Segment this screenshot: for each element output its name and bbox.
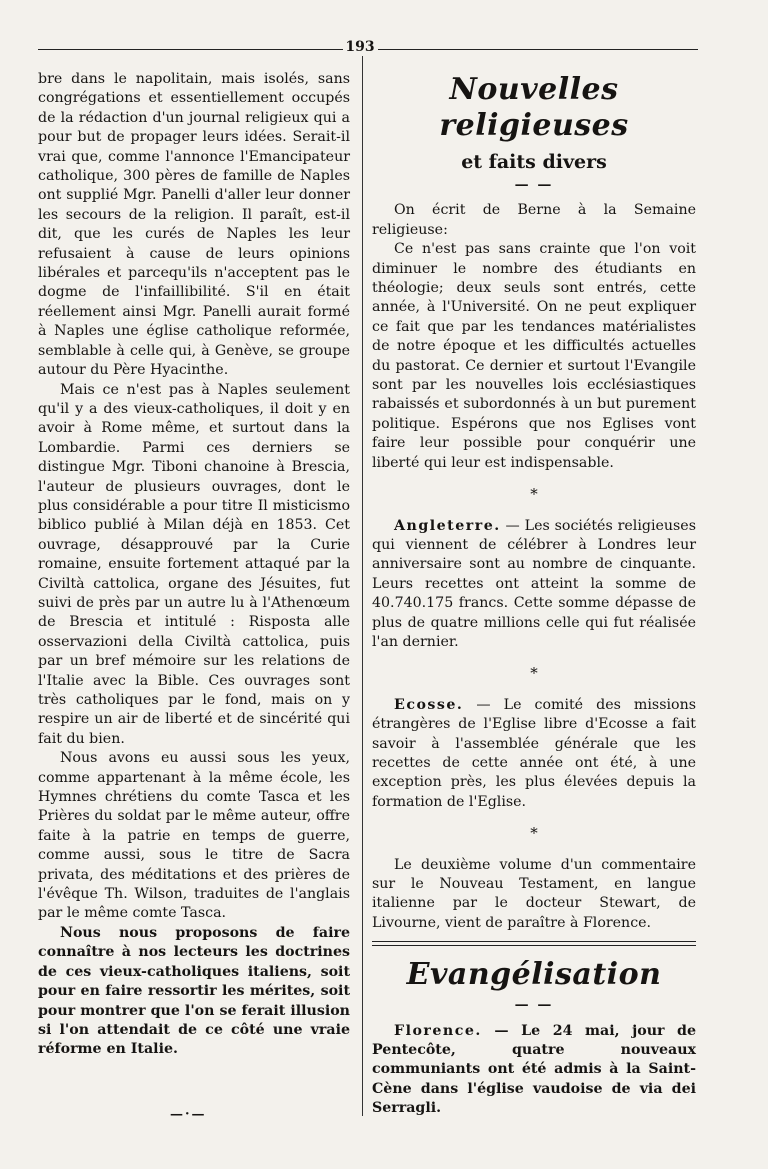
end-mark: —·— [170, 1107, 207, 1122]
angleterre-item [372, 517, 696, 653]
column-divider [362, 56, 363, 1116]
angleterre-text: — Les sociétés religieuses qui viennent de célébrer à Londres leur anniversaire sont au nombre de cinquante. Leurs recettes ont atteint la somme de 40.740.175 francs. Cette somme dépasse de plus de quatre millions celle qui fut réalisée l'an dernier. [372, 517, 696, 650]
section-heading-evangelisation: Evangélisation [406, 957, 662, 993]
top-rule-right [378, 49, 698, 50]
separator-star-1: * [530, 485, 538, 504]
angleterre-label: Angleterre. [394, 517, 501, 534]
section-heading-nouvelles: Nouvelles religieuses [439, 72, 629, 143]
page-number: 193 [345, 39, 375, 55]
separator-star-3: * [530, 824, 538, 843]
ecosse-text: — Le comité des missions étrangères de l'Eglise libre d'Ecosse a fait savoir à l'assemblée générale que les recettes de cette année ont été, à une exception près, les plus élevées depuis la formation de l'Eglise. [372, 696, 696, 810]
berne-intro: On écrit de Berne à la Semaine religieuse: [372, 202, 696, 238]
top-rule-left [38, 49, 343, 50]
left-column [38, 70, 350, 1060]
section-subheading: et faits divers [461, 151, 607, 173]
left-paragraph-3: Nous avons eu aussi sous les yeux, comme appartenant à la même école, les Hymnes chrétiens du comte Tasca et les Prières du soldat par le même auteur, offre faite à la patrie en temps de guerre, comme aussi, sous le titre de Sacra privata, des méditations et des prières de l'évêque Th. Wilson, traduites de l'anglais par le même comte Tasca. [38, 750, 350, 922]
ecosse-item [372, 696, 696, 812]
left-paragraph-2: Mais ce n'est pas à Naples seulement qu'il y a des vieux-catholiques, il doit y en avoir à Rome même, et surtout dans la Lombardie. Parmi ces derniers se distingue Mgr. Tiboni chanoine à Brescia, l'auteur de plusieurs ouvrages, dont le plus considérable a pour titre Il misticismo biblico publié à Milan déjà en 1853. Cet ouvrage, désapprouvé par la Curie romaine, ensuite fortement attaqué par la Civiltà cattolica, organe des Jésuites, fut suivi de près par un autre lu à l'Athenœum de Brescia et intitulé : Risposta alle osservazioni della Civiltà cattolica, puis par un bref mémoire sur les relations de l'Italie avec la Bible. Ces ouvrages sont très catholiques par le fond, mais on y respire un air de liberté et de sincérité qui fait du bien. [38, 381, 350, 747]
heading-dash: — — [514, 177, 554, 193]
commentaire-item: Le deuxième volume d'un commentaire sur le Nouveau Testament, en langue italienne par le docteur Stewart, de Livourne, vient de paraître à Florence. [372, 856, 696, 931]
right-column [372, 72, 696, 1119]
left-paragraph-1: bre dans le napolitain, mais isolés, sans congrégations et essentiellement occupés de la rédaction d'un journal religieux qui a pour but de propager leurs idées. Serait-il vrai que, comme l'annonce l'Emancipateur catholique, 300 pères de famille de Naples ont supplié Mgr. Panelli d'aller leur donner les secours de la religion. Il paraît, est-il dit, que les curés de Naples les leur refusaient à cause de leurs opinions libérales et parcequ'ils n'acceptent pas le dogme de l'infaillibilité. S'il en était réellement ainsi Mgr. Panelli aurait formé à Naples une église catholique reformée, semblable à celle qui, à Genève, se groupe autour du Père Hyacinthe. [38, 71, 350, 379]
florence-label: Florence. [394, 1022, 482, 1039]
evang-dash: — — [514, 997, 554, 1014]
berne-quote: Ce n'est pas sans crainte que l'on voit diminuer le nombre des étudiants en théologie; deux seuls sont entrés, cette année, à l'Université. On ne peut expliquer ce fait que par les tendances matérialistes de notre époque et les difficultés actuelles du pastorat. Ce dernier et surtout l'Evangile sont par les nouvelles lois ecclésiastiques rabaissés et subordonnés à un but purement politique. Espérons que nos Eglises vont faire leur possible pour conquérir une liberté qui leur est indispensable. [372, 241, 696, 471]
florence-text: — Le 24 mai, jour de Pentecôte, quatre nouveaux communiants ont été admis à la Saint-Cène dans l'église vaudoise de via dei Serragli. [372, 1022, 696, 1117]
florence-item [372, 1022, 696, 1119]
separator-star-2: * [530, 664, 538, 683]
double-rule [372, 941, 696, 946]
left-paragraph-4: Nous nous proposons de faire connaître à nos lecteurs les doctrines de ces vieux-catholiques italiens, soit pour en faire ressortir les mérites, soit pour montrer que l'on se ferait illusion si l'on attendait de ce côté une vraie réforme en Italie. [38, 924, 350, 1058]
ecosse-label: Ecosse. [394, 696, 464, 713]
